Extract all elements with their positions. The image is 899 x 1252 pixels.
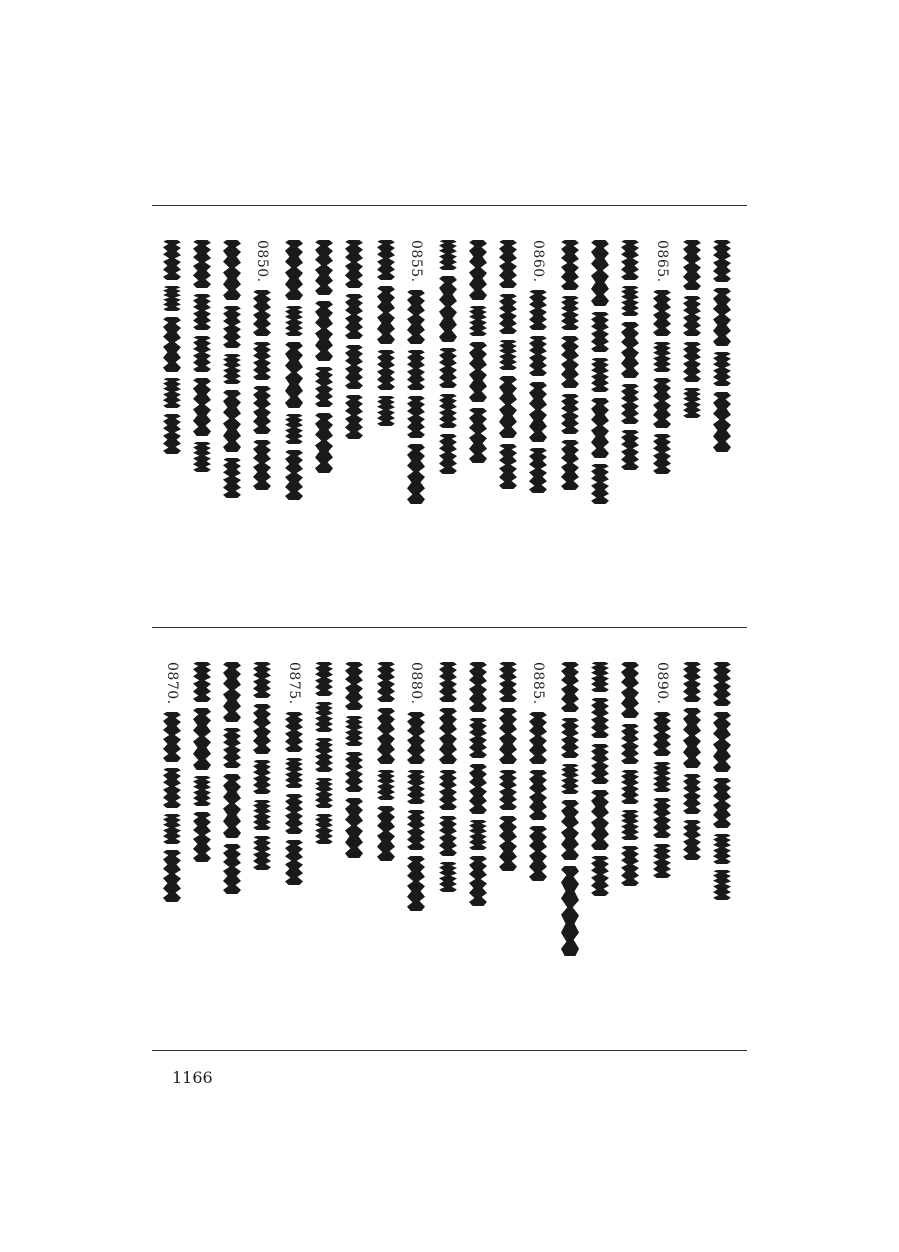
script-word-glyph: [561, 662, 579, 712]
script-word-glyph: [683, 820, 701, 860]
script-word-glyph: [499, 708, 517, 764]
script-word-glyph: [285, 840, 303, 885]
script-word-glyph: [439, 708, 457, 764]
script-word-glyph: [469, 820, 487, 850]
script-word-glyph: [683, 774, 701, 814]
script-word-glyph: [439, 770, 457, 810]
script-word-glyph: [315, 240, 333, 295]
script-word-glyph: [253, 800, 271, 830]
vertical-script-line: [163, 240, 181, 470]
vertical-script-line: [315, 662, 333, 842]
script-word-glyph: [223, 390, 241, 452]
line-number: 0875.: [286, 662, 302, 705]
script-word-glyph: [163, 414, 181, 454]
text-column: [526, 240, 550, 580]
text-column: [160, 662, 184, 1007]
script-word-glyph: [193, 442, 211, 472]
script-word-glyph: [713, 662, 731, 706]
script-word-glyph: [223, 354, 241, 384]
script-word-glyph: [653, 290, 671, 336]
top-text-section: [152, 240, 747, 580]
script-word-glyph: [193, 240, 211, 288]
vertical-script-line: [315, 240, 333, 480]
script-word-glyph: [407, 444, 425, 504]
vertical-script-line: [377, 662, 395, 867]
script-word-glyph: [223, 728, 241, 768]
script-word-glyph: [561, 718, 579, 758]
script-word-glyph: [285, 414, 303, 444]
text-column: [650, 662, 674, 1007]
script-word-glyph: [345, 662, 363, 710]
script-word-glyph: [499, 294, 517, 334]
vertical-script-line: [653, 712, 671, 882]
script-word-glyph: [713, 834, 731, 864]
text-column: [466, 662, 490, 1007]
script-word-glyph: [591, 744, 609, 784]
script-word-glyph: [591, 698, 609, 738]
script-word-glyph: [653, 844, 671, 878]
vertical-script-line: [439, 240, 457, 475]
script-word-glyph: [469, 306, 487, 336]
script-word-glyph: [377, 396, 395, 426]
script-word-glyph: [469, 856, 487, 906]
vertical-script-line: [591, 240, 609, 510]
script-word-glyph: [345, 752, 363, 792]
text-column: [374, 662, 398, 1007]
script-word-glyph: [377, 286, 395, 344]
script-word-glyph: [407, 856, 425, 911]
script-word-glyph: [253, 440, 271, 490]
script-word-glyph: [591, 856, 609, 896]
vertical-script-line: [529, 290, 547, 500]
script-word-glyph: [653, 342, 671, 372]
vertical-script-line: [621, 240, 639, 470]
text-column: [588, 240, 612, 580]
page-number: 1166: [172, 1068, 213, 1087]
script-word-glyph: [621, 662, 639, 718]
line-number: 0885.: [530, 662, 546, 705]
vertical-script-line: [713, 240, 731, 470]
script-word-glyph: [561, 800, 579, 860]
vertical-script-line: [621, 662, 639, 892]
script-word-glyph: [713, 288, 731, 346]
text-column: [160, 240, 184, 580]
script-word-glyph: [407, 350, 425, 390]
script-word-glyph: [315, 367, 333, 407]
script-word-glyph: [253, 342, 271, 380]
vertical-script-line: [193, 662, 211, 872]
script-word-glyph: [407, 712, 425, 764]
vertical-script-line: [499, 240, 517, 490]
vertical-script-line: [407, 290, 425, 510]
script-word-glyph: [469, 240, 487, 300]
script-word-glyph: [683, 662, 701, 702]
script-word-glyph: [253, 662, 271, 698]
script-word-glyph: [499, 662, 517, 702]
text-column: [250, 240, 274, 580]
text-column: [618, 662, 642, 1007]
script-word-glyph: [713, 352, 731, 386]
vertical-script-line: [223, 240, 241, 500]
script-word-glyph: [377, 708, 395, 764]
script-word-glyph: [499, 444, 517, 489]
script-word-glyph: [407, 770, 425, 804]
script-word-glyph: [345, 345, 363, 389]
script-word-glyph: [591, 790, 609, 850]
script-word-glyph: [469, 408, 487, 463]
script-word-glyph: [377, 240, 395, 280]
script-word-glyph: [253, 836, 271, 870]
script-word-glyph: [163, 378, 181, 408]
script-word-glyph: [561, 240, 579, 290]
text-column: [710, 240, 734, 580]
script-word-glyph: [653, 434, 671, 474]
text-column: [312, 662, 336, 1007]
script-word-glyph: [285, 306, 303, 336]
script-word-glyph: [163, 712, 181, 762]
script-word-glyph: [377, 662, 395, 702]
vertical-script-line: [469, 662, 487, 912]
script-word-glyph: [439, 240, 457, 270]
script-word-glyph: [315, 702, 333, 732]
vertical-script-line: [345, 240, 363, 440]
text-column: [250, 662, 274, 1007]
script-word-glyph: [653, 712, 671, 756]
vertical-script-line: [223, 662, 241, 902]
script-word-glyph: [163, 286, 181, 311]
script-word-glyph: [439, 434, 457, 474]
script-word-glyph: [621, 286, 639, 316]
script-word-glyph: [499, 816, 517, 871]
script-word-glyph: [591, 240, 609, 306]
script-word-glyph: [163, 850, 181, 902]
script-word-glyph: [439, 816, 457, 856]
script-word-glyph: [193, 812, 211, 862]
text-column: [558, 240, 582, 580]
vertical-script-line: [561, 662, 579, 962]
text-column: [680, 662, 704, 1007]
script-word-glyph: [591, 398, 609, 458]
script-word-glyph: [193, 294, 211, 330]
script-word-glyph: [193, 336, 211, 372]
vertical-script-line: [529, 712, 547, 887]
vertical-script-line: [253, 290, 271, 495]
script-word-glyph: [223, 662, 241, 722]
vertical-script-line: [407, 712, 425, 917]
line-number: 0870.: [164, 662, 180, 705]
text-column: [496, 662, 520, 1007]
script-word-glyph: [499, 240, 517, 288]
script-word-glyph: [193, 378, 211, 436]
text-column: [282, 240, 306, 580]
text-column: [312, 240, 336, 580]
script-word-glyph: [499, 376, 517, 438]
text-column: [588, 662, 612, 1007]
vertical-script-line: [377, 240, 395, 425]
text-column: [374, 240, 398, 580]
line-number: 0850.: [254, 240, 270, 283]
script-word-glyph: [253, 760, 271, 794]
script-word-glyph: [285, 758, 303, 788]
vertical-script-line: [591, 662, 609, 902]
script-word-glyph: [345, 240, 363, 288]
line-number: 0860.: [530, 240, 546, 283]
text-column: [558, 662, 582, 1007]
bottom-text-section: [152, 662, 747, 1007]
script-word-glyph: [285, 712, 303, 752]
script-word-glyph: [315, 738, 333, 772]
vertical-script-line: [561, 240, 579, 495]
script-word-glyph: [407, 396, 425, 438]
vertical-script-line: [499, 662, 517, 877]
script-word-glyph: [163, 317, 181, 372]
script-word-glyph: [713, 870, 731, 900]
line-number: 0880.: [408, 662, 424, 705]
script-word-glyph: [439, 862, 457, 892]
script-word-glyph: [163, 814, 181, 844]
script-word-glyph: [469, 662, 487, 712]
script-word-glyph: [407, 290, 425, 344]
script-word-glyph: [345, 716, 363, 746]
script-word-glyph: [561, 866, 579, 956]
script-word-glyph: [345, 395, 363, 439]
script-word-glyph: [561, 394, 579, 434]
vertical-script-line: [163, 712, 181, 912]
text-column: [680, 240, 704, 580]
vertical-script-line: [683, 240, 701, 420]
script-word-glyph: [315, 413, 333, 473]
text-column: [220, 240, 244, 580]
script-word-glyph: [469, 718, 487, 758]
script-word-glyph: [193, 662, 211, 702]
script-word-glyph: [499, 340, 517, 370]
script-word-glyph: [439, 348, 457, 388]
script-word-glyph: [285, 240, 303, 300]
vertical-script-line: [345, 662, 363, 862]
script-word-glyph: [439, 662, 457, 702]
script-word-glyph: [253, 290, 271, 336]
script-word-glyph: [469, 342, 487, 402]
vertical-script-line: [439, 662, 457, 892]
vertical-script-line: [285, 712, 303, 887]
vertical-script-line: [713, 662, 731, 902]
script-word-glyph: [285, 794, 303, 834]
vertical-script-line: [285, 240, 303, 500]
text-column: [466, 240, 490, 580]
script-word-glyph: [499, 770, 517, 810]
script-word-glyph: [285, 342, 303, 408]
middle-horizontal-rule: [152, 627, 747, 628]
script-word-glyph: [591, 464, 609, 504]
script-word-glyph: [713, 392, 731, 452]
script-word-glyph: [561, 336, 579, 388]
script-word-glyph: [591, 662, 609, 692]
script-word-glyph: [377, 806, 395, 861]
script-word-glyph: [285, 450, 303, 500]
script-word-glyph: [529, 826, 547, 881]
text-column: [618, 240, 642, 580]
script-word-glyph: [315, 662, 333, 696]
script-word-glyph: [223, 458, 241, 498]
script-word-glyph: [163, 768, 181, 808]
text-column: [650, 240, 674, 580]
script-word-glyph: [439, 276, 457, 342]
vertical-script-line: [253, 662, 271, 872]
script-word-glyph: [529, 336, 547, 376]
script-word-glyph: [683, 296, 701, 336]
text-column: [282, 662, 306, 1007]
text-column: [496, 240, 520, 580]
script-word-glyph: [713, 778, 731, 828]
text-column: [220, 662, 244, 1007]
text-column: [404, 240, 428, 580]
script-word-glyph: [193, 708, 211, 770]
script-word-glyph: [683, 388, 701, 418]
script-word-glyph: [315, 778, 333, 808]
script-word-glyph: [407, 810, 425, 850]
script-word-glyph: [653, 762, 671, 792]
script-word-glyph: [529, 448, 547, 493]
script-word-glyph: [223, 774, 241, 838]
text-column: [190, 662, 214, 1007]
script-word-glyph: [653, 378, 671, 428]
vertical-script-line: [683, 662, 701, 862]
bottom-horizontal-rule: [152, 1050, 747, 1051]
script-word-glyph: [621, 846, 639, 886]
script-word-glyph: [683, 240, 701, 290]
script-word-glyph: [315, 301, 333, 361]
text-column: [404, 662, 428, 1007]
text-column: [436, 662, 460, 1007]
line-number: 0855.: [408, 240, 424, 283]
text-column: [342, 240, 366, 580]
script-word-glyph: [223, 306, 241, 348]
script-word-glyph: [529, 290, 547, 330]
script-word-glyph: [713, 240, 731, 282]
script-word-glyph: [529, 770, 547, 820]
script-word-glyph: [253, 386, 271, 434]
script-word-glyph: [315, 814, 333, 844]
script-word-glyph: [621, 810, 639, 840]
vertical-script-line: [193, 240, 211, 480]
script-word-glyph: [561, 296, 579, 330]
script-word-glyph: [345, 798, 363, 858]
text-column: [710, 662, 734, 1007]
line-number: 0865.: [654, 240, 670, 283]
script-word-glyph: [223, 844, 241, 894]
script-word-glyph: [561, 764, 579, 794]
script-word-glyph: [621, 724, 639, 764]
text-column: [436, 240, 460, 580]
line-number: 0890.: [654, 662, 670, 705]
script-word-glyph: [591, 358, 609, 392]
script-word-glyph: [621, 240, 639, 280]
script-word-glyph: [621, 384, 639, 424]
script-word-glyph: [377, 770, 395, 800]
script-word-glyph: [653, 798, 671, 838]
script-word-glyph: [223, 240, 241, 300]
text-column: [342, 662, 366, 1007]
script-word-glyph: [561, 440, 579, 490]
script-word-glyph: [621, 430, 639, 470]
script-word-glyph: [683, 708, 701, 768]
script-word-glyph: [469, 764, 487, 814]
script-word-glyph: [193, 776, 211, 806]
script-word-glyph: [439, 394, 457, 428]
vertical-script-line: [653, 290, 671, 480]
script-word-glyph: [377, 350, 395, 390]
script-word-glyph: [529, 382, 547, 442]
script-word-glyph: [621, 770, 639, 804]
text-column: [526, 662, 550, 1007]
script-word-glyph: [163, 240, 181, 280]
script-word-glyph: [529, 712, 547, 764]
script-word-glyph: [621, 322, 639, 378]
vertical-script-line: [469, 240, 487, 475]
script-word-glyph: [253, 704, 271, 754]
script-word-glyph: [591, 312, 609, 352]
top-horizontal-rule: [152, 205, 747, 206]
script-word-glyph: [345, 294, 363, 339]
text-column: [190, 240, 214, 580]
script-word-glyph: [713, 712, 731, 772]
script-word-glyph: [683, 342, 701, 382]
